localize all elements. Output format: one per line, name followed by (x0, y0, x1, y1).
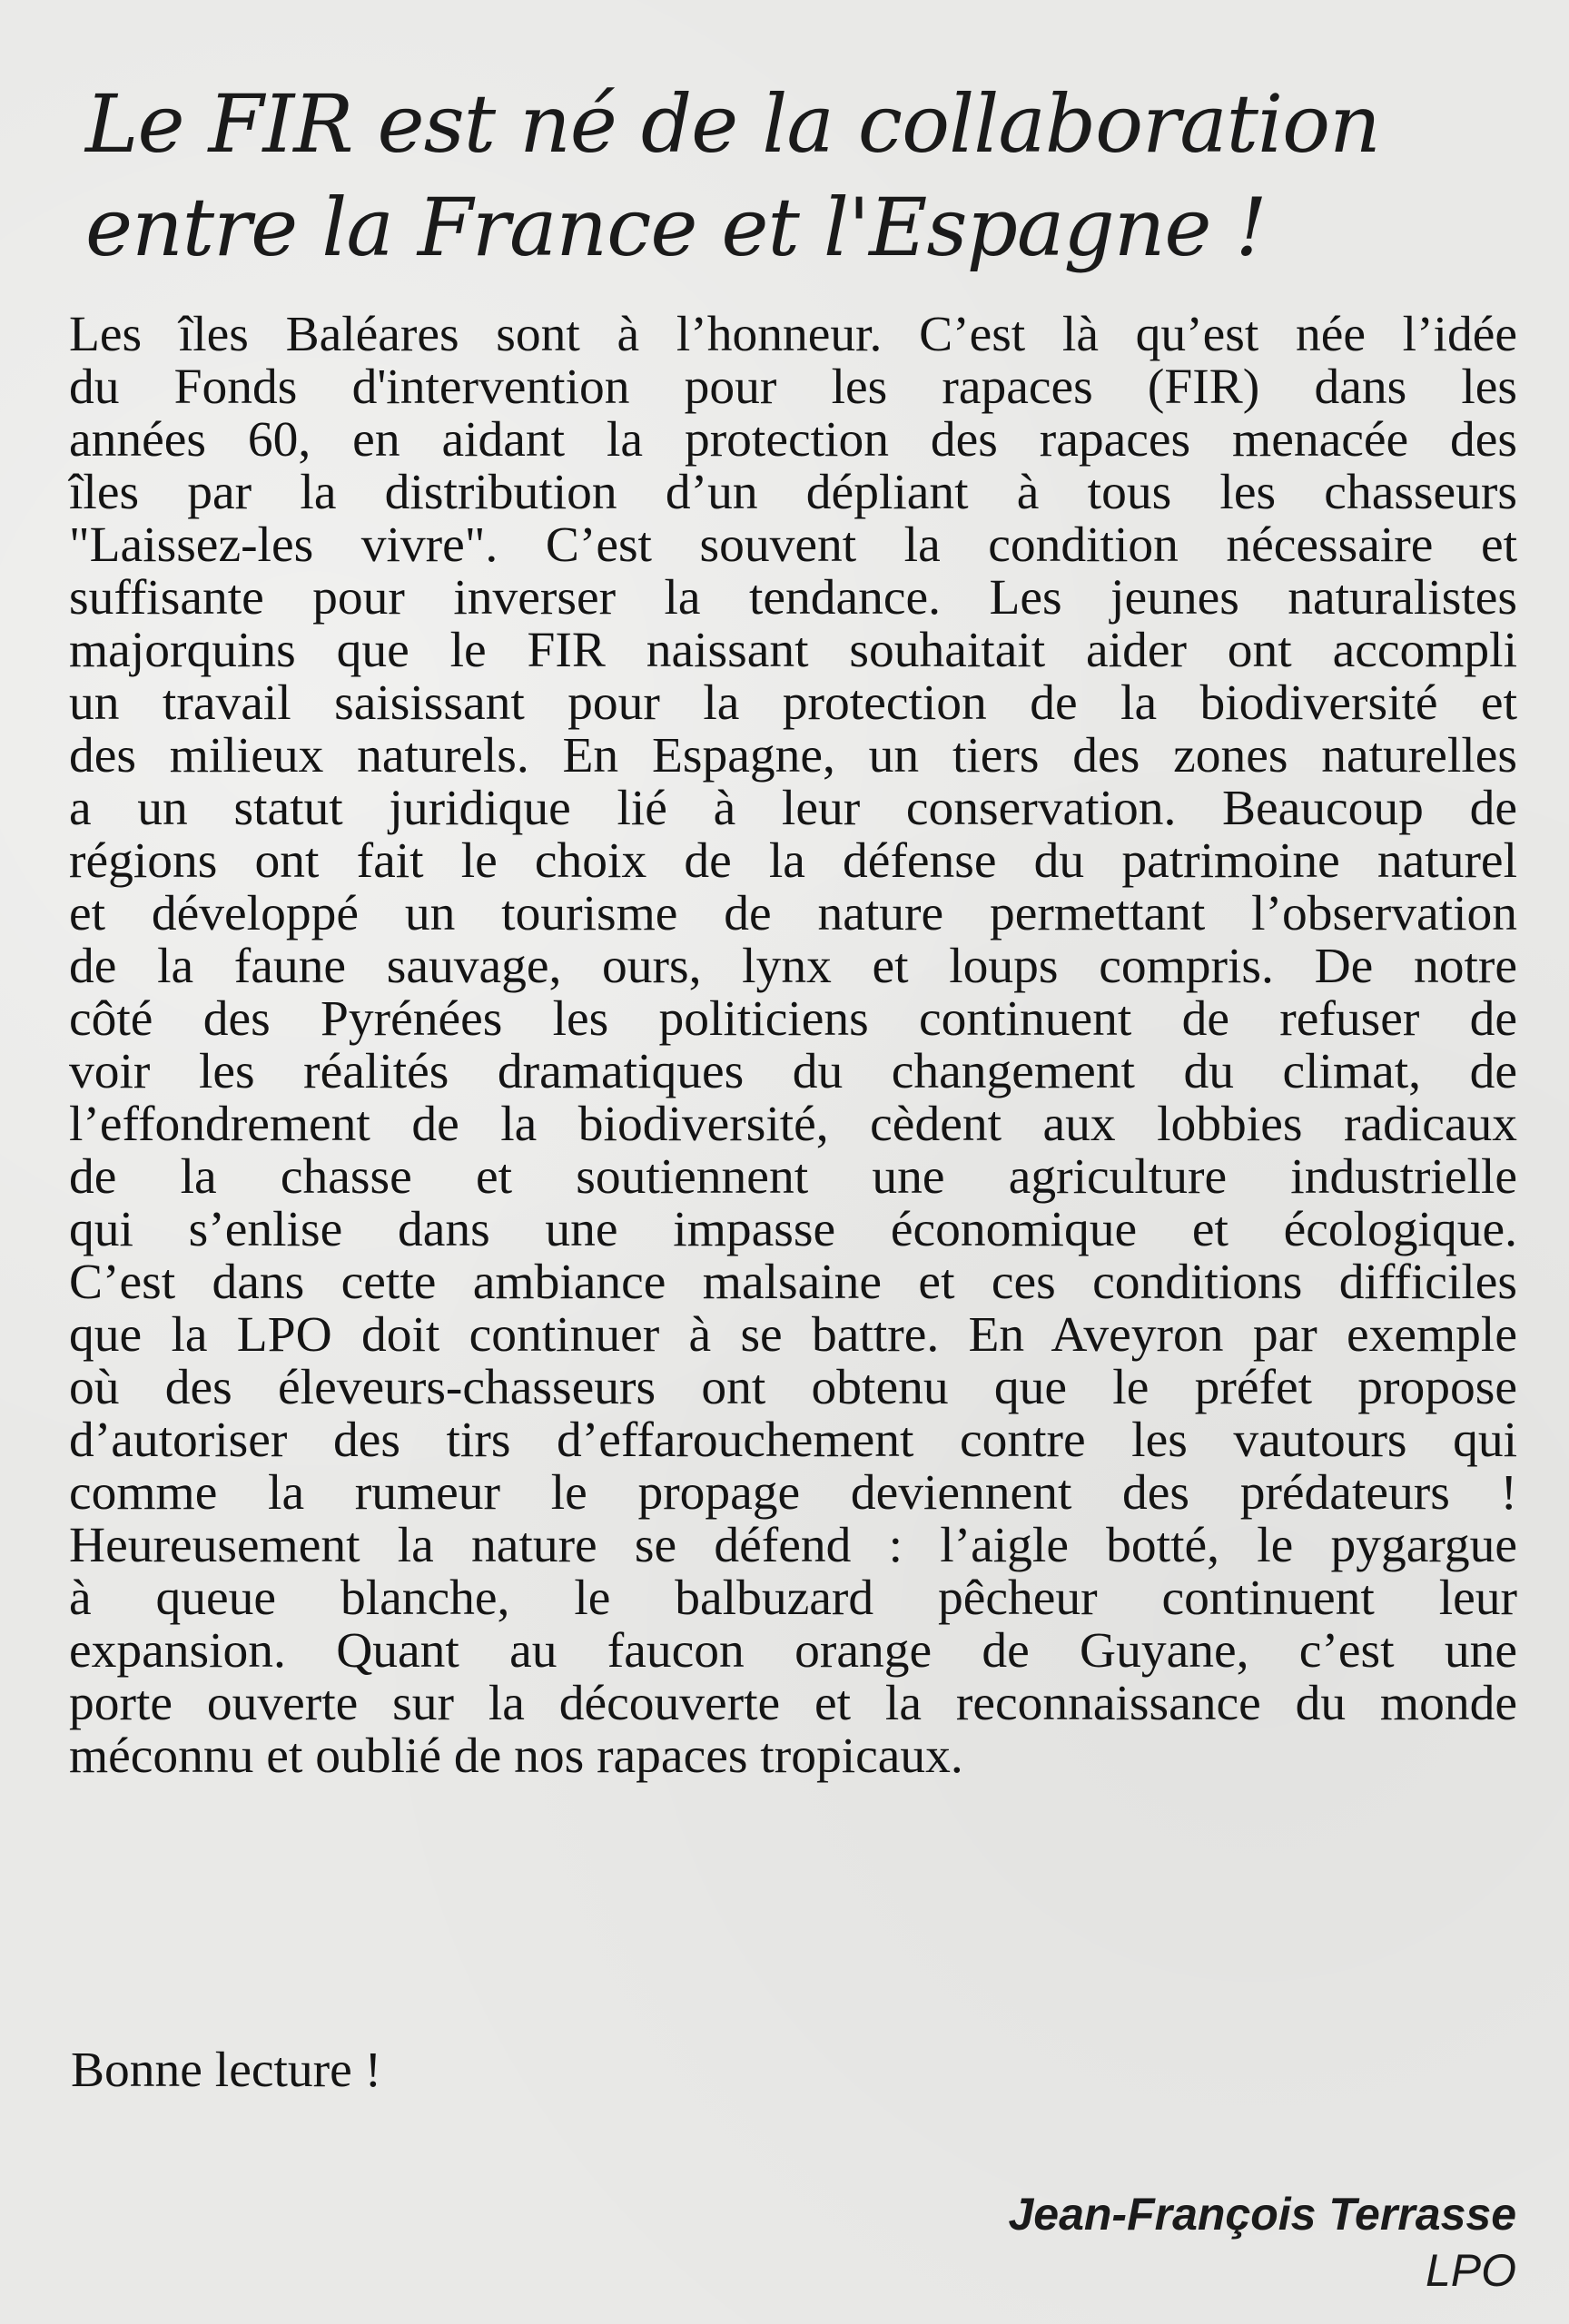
body-line: a un statut juridique lié à leur conservation. Beaucoup de (69, 781, 1517, 836)
body-line: C’est dans cette ambiance malsaine et ces conditions difficiles (69, 1255, 1517, 1310)
author-organization: LPO (1425, 2245, 1516, 2296)
article-body (69, 309, 1517, 1783)
body-line: de la faune sauvage, ours, lynx et loups compris. De notre (69, 939, 1517, 994)
body-line: où des éleveurs-chasseurs ont obtenu que le préfet propose (69, 1360, 1517, 1415)
body-line: comme la rumeur le propage deviennent des prédateurs ! (69, 1465, 1517, 1521)
signature-block (1008, 2186, 1516, 2299)
body-line: un travail saisissant pour la protection de la biodiversité et (69, 675, 1517, 731)
body-line: porte ouverte sur la découverte et la reconnaissance du monde (69, 1676, 1517, 1731)
body-line: l’effondrement de la biodiversité, cèdent aux lobbies radicaux (69, 1097, 1517, 1152)
body-line: que la LPO doit continuer à se battre. En Aveyron par exemple (69, 1307, 1517, 1363)
body-line: à queue blanche, le balbuzard pêcheur continuent leur (69, 1571, 1517, 1626)
body-line: et développé un tourisme de nature permettant l’observation (69, 886, 1517, 941)
body-line: expansion. Quant au faucon orange de Guyane, c’est une (69, 1623, 1517, 1679)
body-line: années 60, en aidant la protection des rapaces menacée des (69, 412, 1517, 468)
body-line: de la chasse et soutiennent une agriculture industrielle (69, 1149, 1517, 1205)
body-line: régions ont fait le choix de la défense du patrimoine naturel (69, 833, 1517, 889)
body-line: suffisante pour inverser la tendance. Les jeunes naturalistes (69, 570, 1517, 625)
body-line: qui s’enlise dans une impasse économique et écologique. (69, 1202, 1517, 1257)
author-name: Jean-François Terrasse (1008, 2189, 1516, 2240)
body-line: du Fonds d'intervention pour les rapaces (FIR) dans les (69, 359, 1517, 415)
body-line: d’autoriser des tirs d’effarouchement contre les vautours qui (69, 1413, 1517, 1468)
body-line: majorquins que le FIR naissant souhaitait aider ont accompli (69, 623, 1517, 678)
article-title (85, 73, 1502, 280)
body-line: méconnu et oublié de nos rapaces tropicaux. (69, 1728, 963, 1784)
article-title-line: Le FIR est né de la collaboration (85, 77, 1380, 171)
body-line: îles par la distribution d’un dépliant à tous les chasseurs (69, 465, 1517, 520)
body-line: "Laissez-les vivre". C’est souvent la condition nécessaire et (69, 517, 1517, 573)
body-line: Heureusement la nature se défend : l’aigle botté, le pygargue (69, 1518, 1517, 1573)
body-line: voir les réalités dramatiques du changement du climat, de (69, 1044, 1517, 1099)
body-line: Les îles Baléares sont à l’honneur. C’est là qu’est née l’idée (69, 307, 1517, 362)
body-line: côté des Pyrénées les politiciens continuent de refuser de (69, 991, 1517, 1047)
article-title-line: entre la France et l'Espagne ! (85, 181, 1267, 274)
closing-line: Bonne lecture ! (71, 2043, 382, 2098)
body-line: des milieux naturels. En Espagne, un tiers des zones naturelles (69, 728, 1517, 783)
